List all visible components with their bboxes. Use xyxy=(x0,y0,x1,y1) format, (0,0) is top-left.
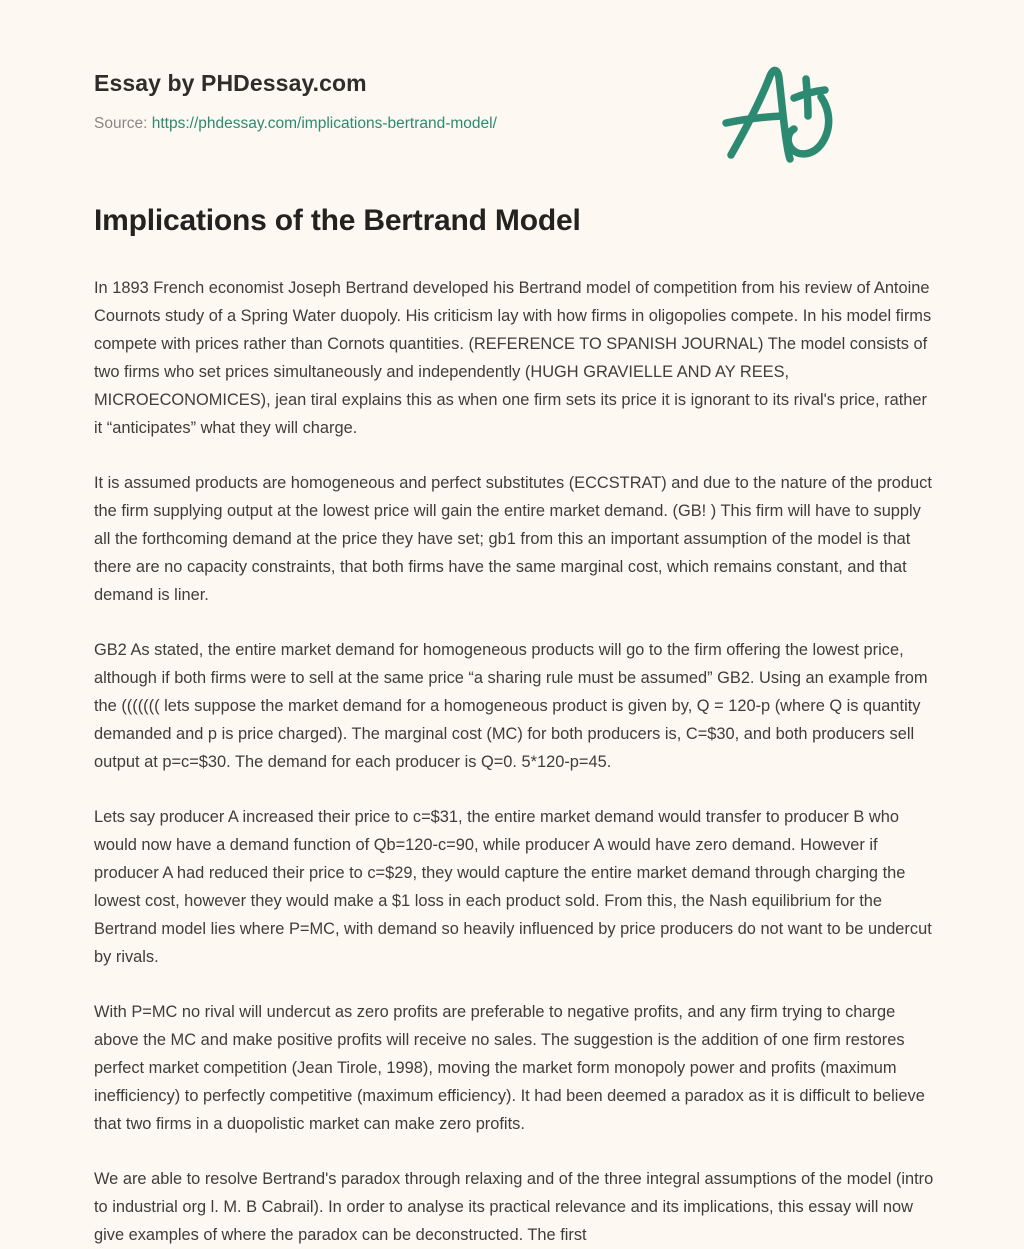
source-url-link[interactable]: https://phdessay.com/implications-bertrand-model/ xyxy=(151,114,497,132)
paragraph: With P=MC no rival will undercut as zero profits are preferable to negative profits, and any firm trying to charge above the MC and make positive profits will receive no sales. The suggestion is the addition of one firm restores perfect market competition (Jean Tirole, 1998), moving the market form monopoly power and profits (maximum inefficiency) to perfectly competitive (maximum efficiency). It had been deemed a paradox as it is difficult to believe that two firms in a duopolistic market can make zero profits. xyxy=(94,1002,925,1133)
paragraph: GB2 As stated, the entire market demand for homogeneous products will go to the firm offering the lowest price, although if both firms were to sell at the same price “a sharing rule must be assumed” GB2. Using an example from the ((((((( lets suppose the market demand for a homogeneous product is given by, Q = 120-p (where Q is quantity demanded and p is price charged). The marginal cost (MC) for both producers is, C=$30, and both producers sell output at p=c=$30. The demand for each producer is Q=0. 5*120-p=45. xyxy=(94,640,928,771)
source-label: Source: xyxy=(94,114,148,132)
article-body xyxy=(94,240,934,1249)
document-header xyxy=(94,0,930,132)
paragraph: We are able to resolve Bertrand's paradox through relaxing and of the three integral assumptions of the model (intro to industrial org l. M. B Cabrail). In order to analyse its practical relevance and its implications, this essay will now give examples of where the paradox can be deconstructed. The first xyxy=(94,1169,934,1244)
page-title: Implications of the Bertrand Model xyxy=(94,204,581,237)
paragraph: Lets say producer A increased their price to c=$31, the entire market demand would transfer to producer B who would now have a demand function of Qb=120-c=90, while producer A would have zero demand. However if producer A had reduced their price to c=$29, they would capture the entire market demand through charging the lowest cost, however they would make a $1 loss in each product sold. From this, the Nash equilibrium for the Bertrand model lies where P=MC, with demand so heavily influenced by price producers do not want to be undercut by rivals. xyxy=(94,807,932,966)
source-line xyxy=(94,114,930,134)
paragraph: In 1893 French economist Joseph Bertrand developed his Bertrand model of competition from his review of Antoine Cournots study of a Spring Water duopoly. His criticism lay with how firms in oligopolies compete. In his model firms compete with prices rather than Cornots quantities. (REFERENCE TO SPANISH JOURNAL) The model consists of two firms who set prices simultaneously and independently (HUGH GRAVIELLE AND AY REES, MICROECONOMICES), jean tiral explains this as when one firm sets its price it is ignorant to its rival's price, rather it “anticipates” what they will charge. xyxy=(94,278,932,437)
paragraph: It is assumed products are homogeneous and perfect substitutes (ECCSTRAT) and due to the nature of the product the firm supplying output at the lowest price will gain the entire market demand. (GB! ) This firm will have to supply all the forthcoming demand at the price they have set; gb1 from this an important assumption of the model is that there are no capacity constraints, that both firms have the same marginal cost, which remains constant, and that demand is liner. xyxy=(94,473,932,604)
site-title: Essay by PHDessay.com xyxy=(94,70,367,96)
